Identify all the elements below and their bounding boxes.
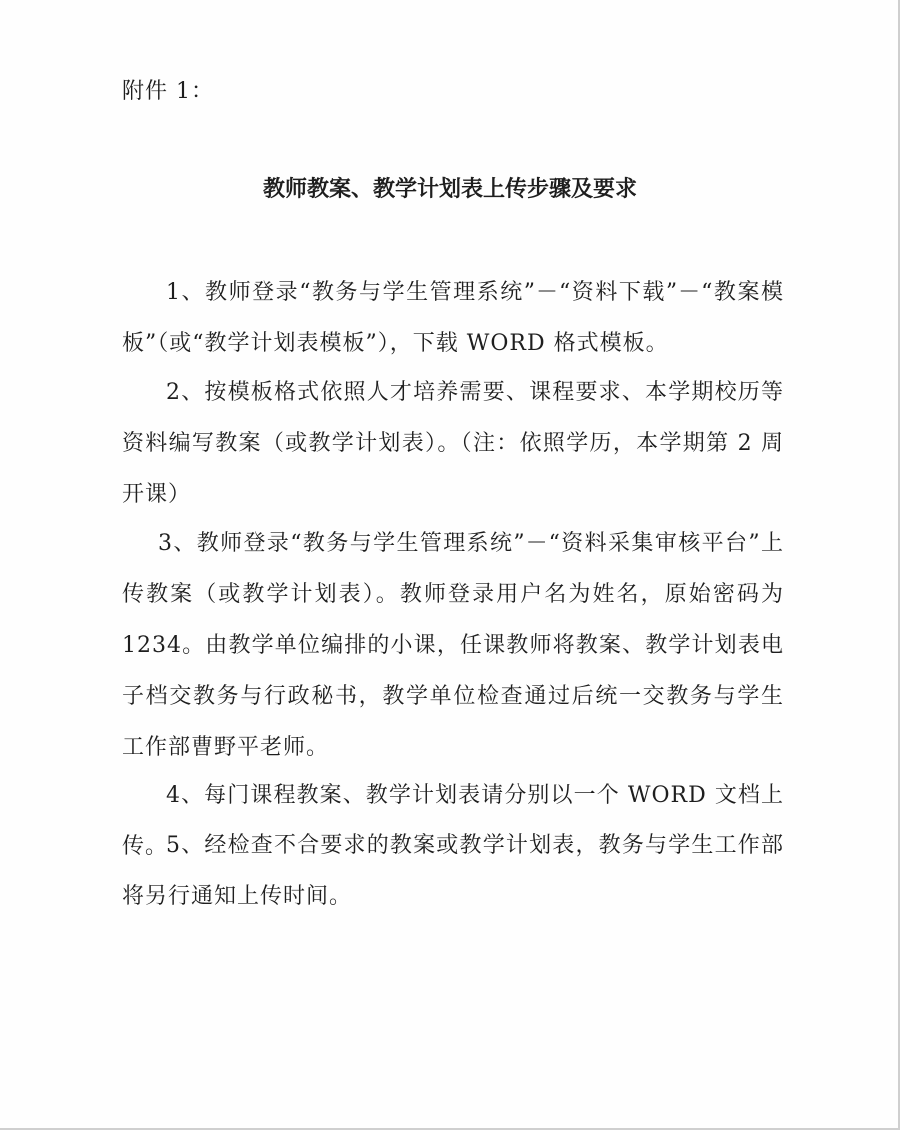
attachment-label: 附件 1： (122, 79, 214, 104)
document-title: 教师教案、教学计划表上传步骤及要求 (262, 176, 637, 202)
paragraph-step-5: 5、经检查不合要求的教案或教学计划表，教务与学生工作部将另行通知上传时间。 (122, 833, 784, 909)
paragraph-step-2: 2、按模板格式依照人才培养需要、课程要求、本学期校历等资料编写教案（或教学计划表）。（注：依照学历，本学期第 2 周开课） (122, 380, 784, 507)
paragraph-step-1: 1、教师登录“教务与学生管理系统”－“资料下载”－“教案模板”（或“教学计划表模板”），下载 WORD 格式模板。 (122, 280, 784, 356)
paragraph-step-3: 3、教师登录“教务与学生管理系统”－“资料采集审核平台”上传教案（或教学计划表）。教师登录用户名为姓名，原始密码为 1234。由教学单位编排的小课，任课教师将教案、教学计划表电子档交教务与行政秘书，教学单位检查通过后统一交教务与学生工作部曹野平老师。 (122, 531, 784, 760)
paragraph-step-4: 4、每门课程教案、教学计划表请分别以一个 WORD 文档上传。 (122, 783, 784, 859)
